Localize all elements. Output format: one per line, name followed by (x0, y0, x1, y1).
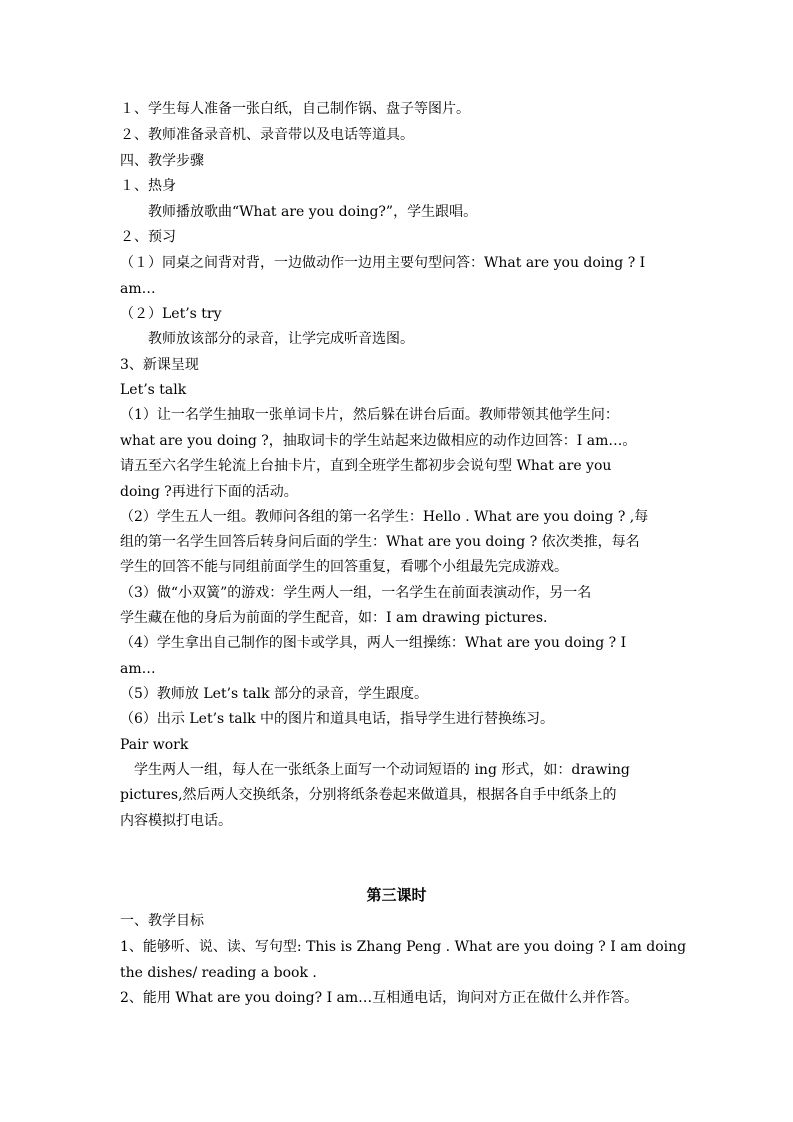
text-line: （3）做“小双簧”的游戏：学生两人一组，一名学生在前面表演动作，另一名 (120, 585, 592, 601)
text-line: am… (120, 281, 156, 297)
text-line: （4）学生拿出自己制作的图卡或学具，两人一组操练：What are you doing ? I (120, 635, 627, 651)
text-line: 四、教学步骤 (120, 153, 204, 169)
text-line: （２）Let’s try (120, 306, 222, 322)
text-line: １、热身 (120, 178, 176, 194)
text-line: 2、能用 What are you doing? I am…互相通电话，询问对方正在做什么并作答。 (120, 990, 639, 1006)
text-line: （1）让一名学生抽取一张单词卡片，然后躲在讲台后面。教师带领其他学生问： (120, 407, 619, 423)
text-line: 学生两人一组，每人在一张纸条上面写一个动词短语的 ing 形式，如：drawing (134, 762, 630, 778)
text-line: （2）学生五人一组。教师问各组的第一名学生：Hello . What are you doing ? ,每 (120, 509, 649, 525)
text-line: am… (120, 661, 156, 677)
text-line: （5）教师放 Let’s talk 部分的录音，学生跟度。 (120, 686, 429, 702)
text-line: 组的第一名学生回答后转身问后面的学生：What are you doing ? 依次类推，每名 (120, 534, 640, 550)
text-line: Pair work (120, 737, 189, 753)
text-line: ２、预习 (120, 229, 176, 245)
text-line: 教师放该部分的录音，让学完成听音选图。 (148, 331, 414, 347)
text-line: 学生藏在他的身后为前面的学生配音，如：I am drawing pictures. (120, 610, 548, 626)
text-line: the dishes/ reading a book . (120, 965, 317, 981)
text-line: ２、教师准备录音机、录音带以及电话等道具。 (120, 127, 414, 143)
text-line: （１）同桌之间背对背，一边做动作一边用主要句型问答：What are you doing ? I (120, 255, 646, 271)
text-line: １、学生每人准备一张白纸，自己制作锅、盘子等图片。 (120, 101, 470, 117)
text-line: Let’s talk (120, 382, 187, 398)
text-line: 请五至六名学生轮流上台抽卡片，直到全班学生都初步会说句型 What are you (120, 458, 612, 474)
text-line: 学生的回答不能与同组前面学生的回答重复，看哪个小组最先完成游戏。 (120, 559, 568, 575)
text-line: 3、新课呈现 (120, 357, 199, 373)
text-line: pictures,然后两人交换纸条，分别将纸条卷起来做道具，根据各自手中纸条上的 (120, 787, 617, 803)
text-line: doing ?再进行下面的活动。 (120, 484, 298, 500)
text-line: 1、能够听、说、读、写句型: This is Zhang Peng . What are you doing ? I am doing (120, 939, 687, 955)
text-line: 一、教学目标 (120, 913, 204, 929)
text-line: （6）出示 Let’s talk 中的图片和道具电话，指导学生进行替换练习。 (120, 711, 555, 727)
text-line: 内容模拟打电话。 (120, 813, 232, 829)
text-line: 教师播放歌曲“What are you doing?”，学生跟唱。 (148, 204, 478, 220)
section-title: 第三课时 (366, 886, 427, 904)
text-line: what are you doing ?，抽取词卡的学生站起来边做相应的动作边回答：I am…。 (120, 433, 637, 449)
